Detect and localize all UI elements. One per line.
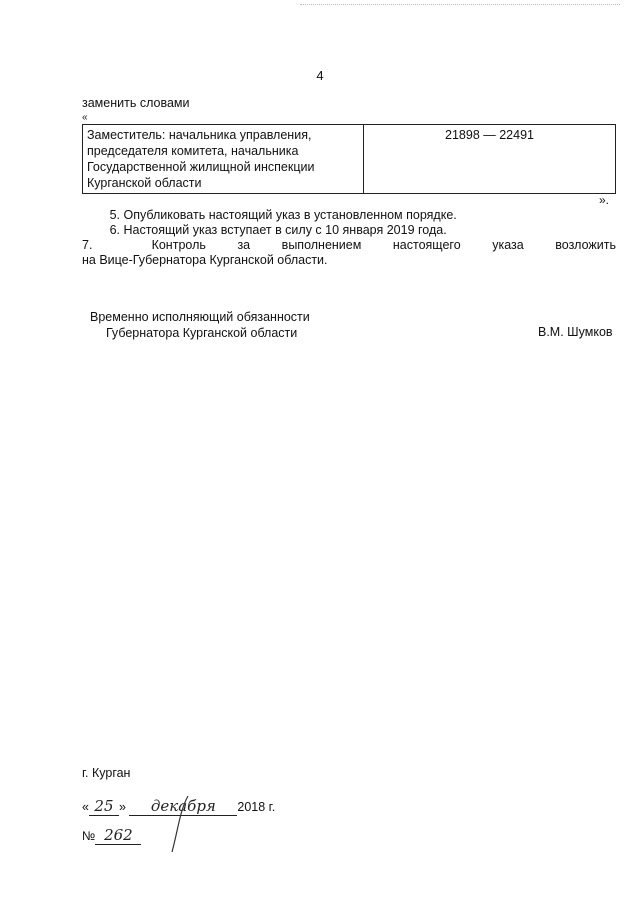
page-number: 4 xyxy=(316,68,324,83)
item-text: Настоящий указ вступает в силу с 10 января 2019 года. xyxy=(123,223,447,237)
signer-name: В.М. Шумков xyxy=(538,325,613,339)
list-item xyxy=(82,222,616,238)
signer-title-line2: Губернатора Курганской области xyxy=(106,326,298,340)
item-number: 5. xyxy=(109,208,120,222)
item-text: Опубликовать настоящий указ в установленном порядке. xyxy=(123,208,457,222)
salary-range-cell: 21898 — 22491 xyxy=(364,125,616,194)
signer-title xyxy=(90,309,310,341)
date-month: декабря xyxy=(129,797,237,816)
document-number: 262 xyxy=(95,826,141,845)
list-item xyxy=(82,207,616,223)
scan-artifact xyxy=(300,4,620,6)
item-text: Контроль за выполнением настоящего указа возложить xyxy=(151,238,616,252)
open-quote: « xyxy=(82,112,88,123)
list-item xyxy=(82,237,616,253)
close-quote: ». xyxy=(599,193,610,207)
city: г. Курган xyxy=(82,766,131,780)
position-cell: Заместитель: начальника управления, председателя комитета, начальника Государственной жилищной инспекции Курганской области xyxy=(83,125,364,194)
signature-stroke xyxy=(150,790,210,860)
replace-label: заменить словами xyxy=(82,96,190,110)
table-row xyxy=(83,125,616,194)
amendment-table xyxy=(82,124,616,194)
number-label: № xyxy=(82,829,96,843)
number-line xyxy=(82,826,141,845)
item-number: 6. xyxy=(109,223,120,237)
date-open-quote: « xyxy=(82,800,89,814)
date-close-quote: » xyxy=(118,800,126,814)
date-day: 25 xyxy=(89,797,119,816)
signer-title-line1: Временно исполняющий обязанности xyxy=(90,310,310,324)
list-item-continuation: на Вице-Губернатора Курганской области. xyxy=(82,253,328,267)
item-number: 7. xyxy=(82,238,93,252)
date-year: 2018 г. xyxy=(237,800,276,814)
